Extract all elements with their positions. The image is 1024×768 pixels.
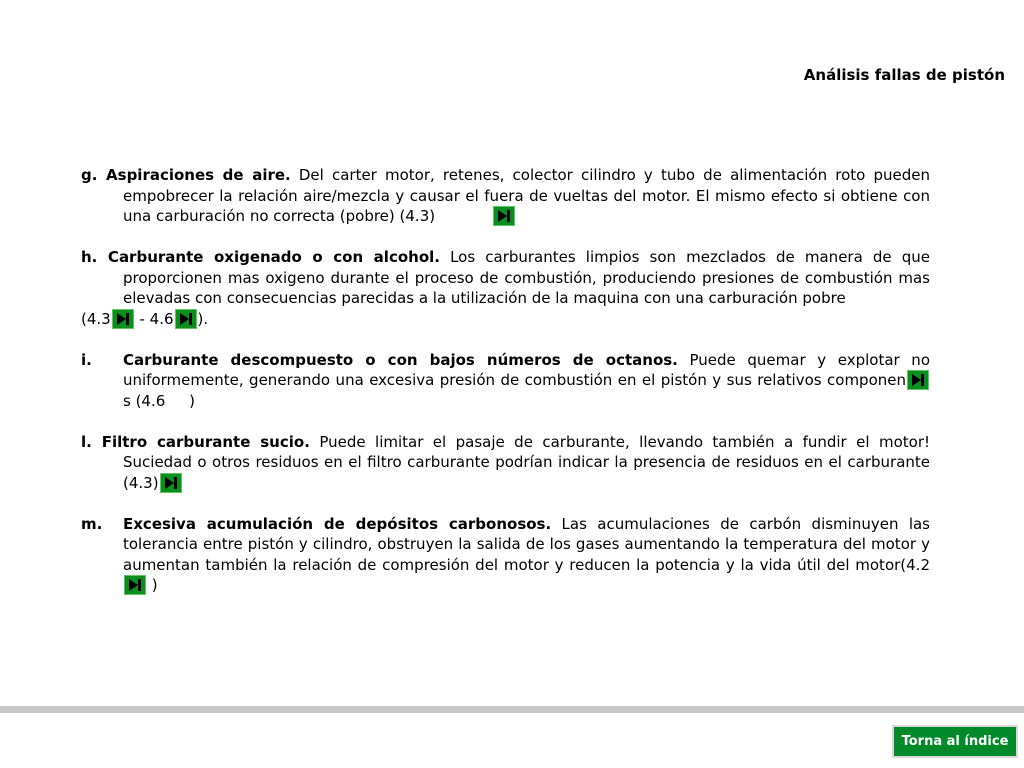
item-i-text-end: s (4.6 ) — [123, 391, 195, 410]
item-i-heading: Carburante descompuesto o con bajos números de octanos. — [123, 350, 678, 369]
item-g — [81, 165, 930, 227]
document-body — [81, 165, 930, 596]
play-icon[interactable] — [907, 370, 929, 390]
item-m-heading: Excesiva acumulación de depósitos carbonosos. — [123, 514, 552, 533]
item-g-heading: g. Aspiraciones de aire. — [81, 166, 291, 184]
ref-4-6: - 4.6 — [134, 309, 174, 328]
play-icon[interactable] — [493, 206, 515, 226]
item-h-text: Los carburantes limpios son mezclados de manera de que proporcionen mas oxigeno durante el proceso de combustión, produciendo presiones de combustión mas elevadas con consecuencias parecidas a la utilización de la maquina con una carburación pobre — [123, 248, 930, 307]
item-h-heading: h. Carburante oxigenado o con alcohol. — [81, 248, 440, 266]
item-m-text-end: ) — [147, 576, 158, 594]
item-g-text: Del carter motor, retenes, colector cilindro y tubo de alimentación roto pueden empobrecer la relación aire/mezcla y causar el fuera de vueltas del motor. El mismo efecto si obtiene con una carburación no correcta (pobre) (4.3) — [123, 166, 930, 225]
item-l-text: Puede limitar el pasaje de carburante, llevando también a fundir el motor! Suciedad o otros residuos en el filtro carburante podrían indicar la presencia de residuos en el carburante (4.3) — [123, 432, 930, 492]
item-m — [81, 514, 930, 596]
play-icon[interactable] — [160, 473, 182, 493]
footer-divider — [0, 706, 1024, 713]
page-title: Análisis fallas de pistón — [803, 66, 1005, 84]
item-i-label: i. — [81, 350, 92, 369]
item-l — [81, 432, 930, 494]
ref-4-3: (4.3 — [81, 309, 111, 328]
item-h-refs — [81, 309, 930, 330]
item-h — [81, 247, 930, 309]
item-i-text: Puede quemar y explotar no uniformemente, generando una excesiva presión de combustión en el pistón y sus relativos componen — [123, 350, 930, 389]
item-i — [81, 350, 930, 412]
item-m-text: Las acumulaciones de carbón disminuyen las tolerancia entre pistón y cilindro, obstruyen la salida de los gases aumentando la temperatura del motor y aumentan también la relación de compresión del motor y reducen la potencia y la vida útil del motor(4.2 — [123, 514, 930, 574]
item-m-label: m. — [81, 514, 103, 533]
ref-end: ). — [197, 309, 209, 328]
play-icon[interactable] — [175, 309, 197, 329]
item-l-heading: l. Filtro carburante sucio. — [81, 432, 310, 451]
back-to-index-button[interactable]: Torna al índice — [892, 725, 1018, 758]
play-icon[interactable] — [124, 575, 146, 595]
play-icon[interactable] — [112, 309, 134, 329]
